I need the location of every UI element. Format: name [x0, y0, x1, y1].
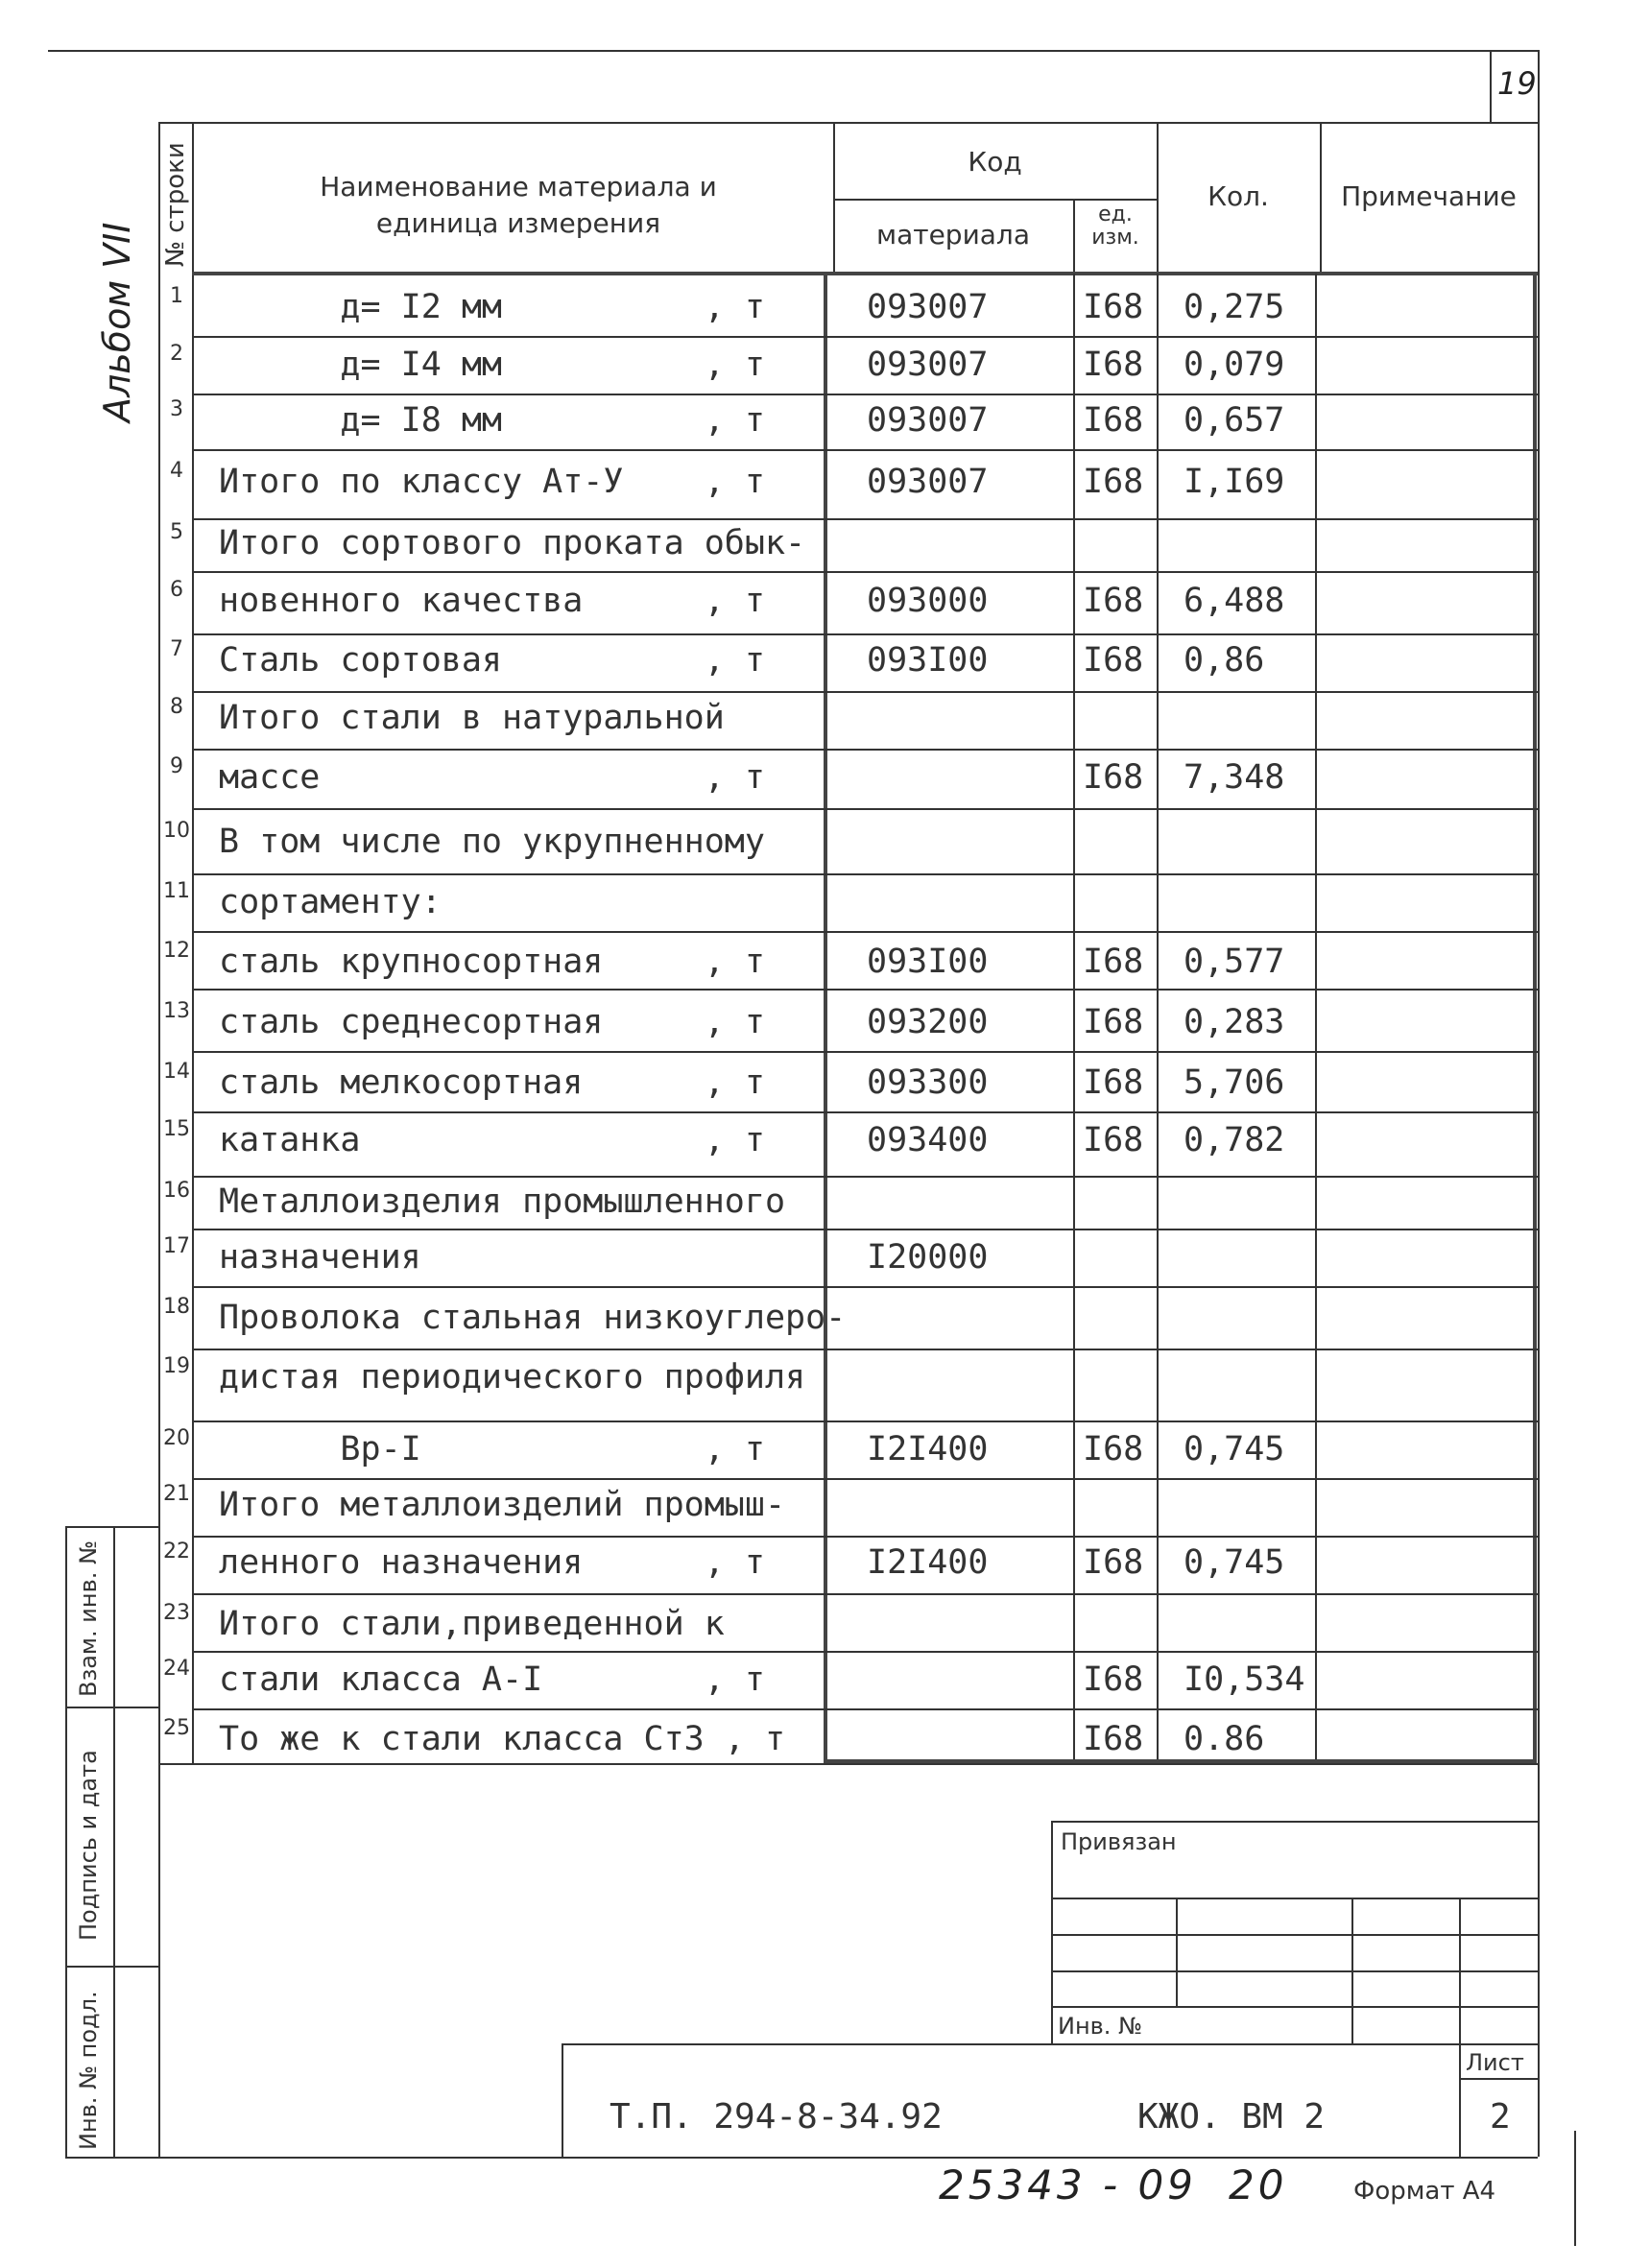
row-number: 16: [163, 1179, 190, 1203]
unit-code: I68: [1083, 641, 1144, 680]
format-label: Формат А4: [1353, 2177, 1496, 2206]
stamp-doc-code: КЖО. ВМ 2: [1137, 2097, 1326, 2137]
row-number: 19: [163, 1354, 190, 1378]
quantity: 6,488: [1184, 582, 1285, 620]
row-number: 14: [163, 1060, 190, 1084]
quantity: I,I69: [1184, 463, 1285, 501]
material-code: I2I400: [867, 1430, 989, 1468]
material-name: сортаменту:: [219, 883, 442, 921]
row-number: 12: [163, 939, 190, 963]
archive-number: 25343 - 09: [939, 2161, 1197, 2208]
material-code: 093300: [867, 1063, 989, 1102]
row-number: 18: [163, 1295, 190, 1319]
row-number: 20: [163, 1426, 190, 1450]
row-number: 24: [163, 1657, 190, 1681]
row-number: 6: [170, 578, 183, 602]
row-number: 22: [163, 1540, 190, 1564]
stamp-inv-no: Инв. №: [1058, 2013, 1143, 2040]
material-name: сталь среднесортная , т: [219, 1003, 765, 1041]
material-name: Металлоизделия промышленного: [219, 1182, 786, 1221]
unit-code: I68: [1083, 1063, 1144, 1102]
material-code: 093200: [867, 1003, 989, 1041]
header-code: Код: [968, 146, 1022, 178]
quantity: 0,782: [1184, 1121, 1285, 1159]
row-number: 11: [163, 879, 190, 903]
material-code: 093000: [867, 582, 989, 620]
stamp-list-label: Лист: [1466, 2049, 1524, 2076]
quantity: 5,706: [1184, 1063, 1285, 1102]
row-number: 17: [163, 1234, 190, 1258]
quantity: 0,745: [1184, 1430, 1285, 1468]
unit-code: I68: [1083, 401, 1144, 440]
side-label-inv-podl: Инв. № подл.: [75, 1991, 102, 2150]
quantity: 0,577: [1184, 943, 1285, 981]
unit-code: I68: [1083, 1003, 1144, 1041]
page-number: 19: [1497, 65, 1537, 102]
stamp-sheet: 2: [1490, 2097, 1511, 2137]
side-label-podpis: Подпись и дата: [75, 1750, 102, 1941]
material-name: В том числе по укрупненному: [219, 823, 765, 861]
material-code: 093007: [867, 346, 989, 384]
row-number: 23: [163, 1601, 190, 1625]
quantity: 0,745: [1184, 1543, 1285, 1582]
row-number: 8: [170, 695, 183, 719]
material-name: Проволока стальная низкоуглеро-: [219, 1299, 847, 1337]
material-name: То же к стали класса Ст3 , т: [219, 1720, 786, 1758]
unit-code: I68: [1083, 758, 1144, 797]
quantity: I0,534: [1184, 1660, 1305, 1699]
row-number: 4: [170, 459, 183, 483]
quantity: 0,079: [1184, 346, 1285, 384]
album-label: Альбом VII: [96, 222, 138, 422]
row-number: 3: [170, 397, 183, 421]
row-number: 7: [170, 637, 183, 661]
row-number: 13: [163, 999, 190, 1023]
quantity: 7,348: [1184, 758, 1285, 797]
material-name: сталь крупносортная , т: [219, 943, 765, 981]
unit-code: I68: [1083, 1543, 1144, 1582]
unit-code: I68: [1083, 1430, 1144, 1468]
material-name: стали класса А-I , т: [219, 1660, 765, 1699]
unit-code: I68: [1083, 463, 1144, 501]
unit-code: I68: [1083, 1660, 1144, 1699]
stamp-doc-number: Т.П. 294-8-34.92: [610, 2097, 943, 2137]
quantity: 0,657: [1184, 401, 1285, 440]
material-name: назначения: [219, 1238, 421, 1277]
header-note: Примечание: [1341, 180, 1517, 212]
quantity: 0,86: [1184, 641, 1265, 680]
material-name: катанка , т: [219, 1121, 765, 1159]
side-label-vzam: Взам. инв. №: [75, 1540, 102, 1697]
unit-code: I68: [1083, 346, 1144, 384]
row-number: 21: [163, 1482, 190, 1506]
row-number: 2: [170, 342, 183, 366]
material-code: 093007: [867, 463, 989, 501]
quantity: 0,275: [1184, 288, 1285, 326]
material-code: 093I00: [867, 943, 989, 981]
material-code: I2I400: [867, 1543, 989, 1582]
row-number: 5: [170, 520, 183, 544]
material-code: 093007: [867, 288, 989, 326]
material-name: Вр-I , т: [219, 1430, 765, 1468]
material-name: новенного качества , т: [219, 582, 765, 620]
row-number: 25: [163, 1716, 190, 1740]
material-code: 093I00: [867, 641, 989, 680]
quantity: 0,283: [1184, 1003, 1285, 1041]
material-name: Итого стали,приведенной к: [219, 1605, 725, 1643]
material-code: 093400: [867, 1121, 989, 1159]
row-number: 10: [163, 819, 190, 843]
row-number: 1: [170, 284, 183, 308]
material-name: Итого сортового проката обык-: [219, 524, 806, 562]
material-name: д= I2 мм , т: [219, 288, 765, 326]
quantity: 0.86: [1184, 1720, 1265, 1758]
material-name: Итого металлоизделий промыш-: [219, 1486, 786, 1524]
material-name: д= I4 мм , т: [219, 346, 765, 384]
archive-number-2: 20: [1229, 2161, 1288, 2208]
row-number: 15: [163, 1117, 190, 1141]
unit-code: I68: [1083, 288, 1144, 326]
unit-code: I68: [1083, 582, 1144, 620]
material-name: д= I8 мм , т: [219, 401, 765, 440]
material-name: массе , т: [219, 758, 765, 797]
stamp-privyazan: Привязан: [1061, 1828, 1177, 1855]
header-code-material: материала: [875, 219, 1030, 251]
material-name: Сталь сортовая , т: [219, 641, 765, 680]
header-row-no: № строки: [161, 142, 190, 267]
header-name-line1: Наименование материала и: [320, 171, 717, 203]
material-name: сталь мелкосортная , т: [219, 1063, 765, 1102]
material-name: Итого стали в натуральной: [219, 699, 725, 737]
material-name: Итого по классу Ат-У , т: [219, 463, 765, 501]
material-name: ленного назначения , т: [219, 1543, 765, 1582]
material-name: дистая периодического профиля: [219, 1358, 806, 1397]
unit-code: I68: [1083, 1121, 1144, 1159]
header-name-line2: единица измерения: [375, 207, 661, 239]
unit-code: I68: [1083, 1720, 1144, 1758]
header-code-unit: ед. изм.: [1091, 203, 1139, 250]
row-number: 9: [170, 754, 183, 778]
material-code: 093007: [867, 401, 989, 440]
header-qty: Кол.: [1208, 180, 1269, 212]
unit-code: I68: [1083, 943, 1144, 981]
material-code: I20000: [867, 1238, 989, 1277]
